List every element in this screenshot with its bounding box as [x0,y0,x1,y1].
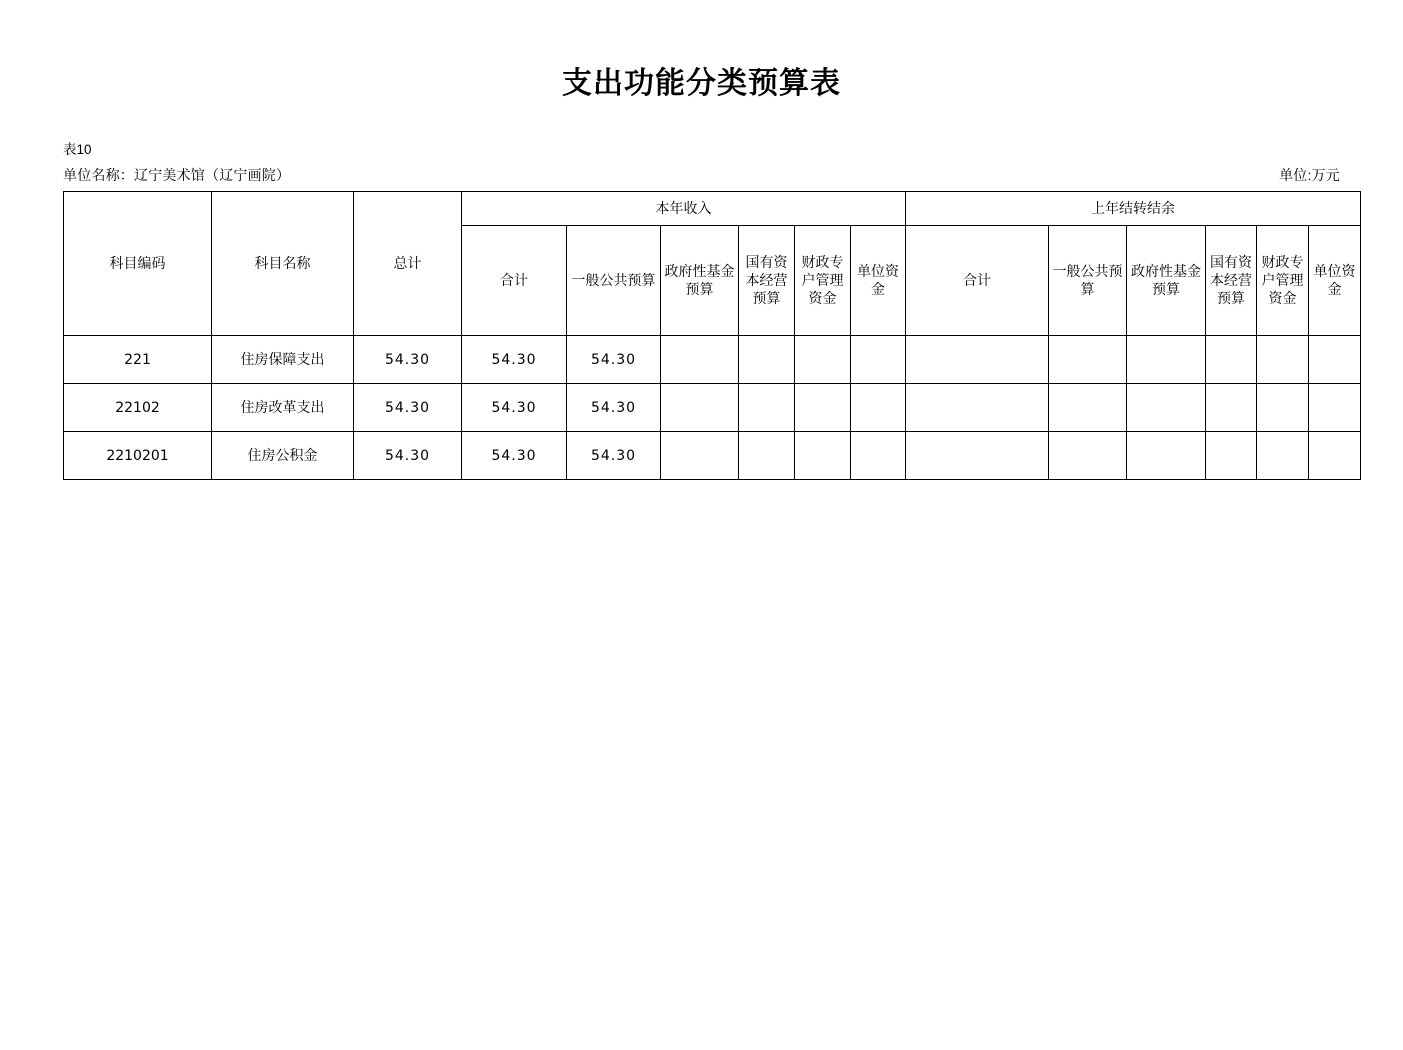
cell-carry-general-public-budget [1049,384,1127,432]
cell-income-subtotal: 54.30 [462,336,567,384]
cell-income-unit-funds [851,432,906,480]
col-header-income-general-public-budget: 一般公共预算 [567,226,661,336]
cell-income-state-capital-operation-budget [739,384,795,432]
cell-name: 住房改革支出 [212,384,354,432]
unit-name [63,164,290,186]
cell-income-fiscal-special-account-funds [795,432,851,480]
cell-income-gov-fund-budget [661,384,739,432]
cell-carry-fiscal-special-account-funds [1257,336,1309,384]
col-header-income-state-capital-operation-budget: 国有资本经营预算 [739,226,795,336]
col-header-carry-fiscal-special-account-funds: 财政专户管理资金 [1257,226,1309,336]
cell-carry-subtotal [906,336,1049,384]
cell-income-state-capital-operation-budget [739,336,795,384]
cell-carry-state-capital-operation-budget [1206,432,1257,480]
cell-carry-state-capital-operation-budget [1206,384,1257,432]
cell-carry-subtotal [906,384,1049,432]
col-header-income-unit-funds: 单位资金 [851,226,906,336]
cell-carry-general-public-budget [1049,336,1127,384]
col-header-carry-state-capital-operation-budget: 国有资本经营预算 [1206,226,1257,336]
table-row [64,336,1361,384]
col-header-carry-general-public-budget: 一般公共预算 [1049,226,1127,336]
cell-carry-subtotal [906,432,1049,480]
cell-total: 54.30 [354,336,462,384]
cell-income-general-public-budget: 54.30 [567,432,661,480]
cell-total: 54.30 [354,384,462,432]
cell-name: 住房保障支出 [212,336,354,384]
unit-name-label: 单位名称： [63,167,134,183]
col-header-income-gov-fund-budget: 政府性基金预算 [661,226,739,336]
cell-income-state-capital-operation-budget [739,432,795,480]
cell-income-general-public-budget: 54.30 [567,336,661,384]
cell-carry-gov-fund-budget [1127,432,1206,480]
col-header-income-subtotal: 合计 [462,226,567,336]
col-header-carry-gov-fund-budget: 政府性基金预算 [1127,226,1206,336]
group-header-current-year-income: 本年收入 [462,192,906,226]
col-header-carry-subtotal: 合计 [906,226,1049,336]
cell-carry-fiscal-special-account-funds [1257,432,1309,480]
table-row [64,432,1361,480]
cell-income-unit-funds [851,336,906,384]
currency-unit: 单位:万元 [1279,167,1340,183]
cell-income-fiscal-special-account-funds [795,336,851,384]
cell-carry-state-capital-operation-budget [1206,336,1257,384]
cell-income-subtotal: 54.30 [462,432,567,480]
meta-row [63,164,1340,186]
cell-income-gov-fund-budget [661,336,739,384]
meta-block [0,140,1403,186]
col-header-carry-unit-funds: 单位资金 [1309,226,1361,336]
cell-carry-unit-funds [1309,432,1361,480]
table-row [64,384,1361,432]
budget-table [63,191,1361,480]
document-page [0,58,1403,1050]
cell-carry-gov-fund-budget [1127,384,1206,432]
cell-code: 221 [64,336,212,384]
cell-carry-general-public-budget [1049,432,1127,480]
cell-carry-gov-fund-budget [1127,336,1206,384]
cell-name: 住房公积金 [212,432,354,480]
unit-name-value: 辽宁美术馆（辽宁画院） [134,167,291,183]
cell-code: 22102 [64,384,212,432]
cell-carry-unit-funds [1309,336,1361,384]
cell-income-fiscal-special-account-funds [795,384,851,432]
cell-carry-fiscal-special-account-funds [1257,384,1309,432]
page-title: 支出功能分类预算表 [562,66,841,101]
cell-income-unit-funds [851,384,906,432]
col-header-total: 总计 [354,192,462,336]
table-header-group-row [64,192,1361,226]
cell-income-subtotal: 54.30 [462,384,567,432]
cell-income-gov-fund-budget [661,432,739,480]
cell-income-general-public-budget: 54.30 [567,384,661,432]
col-header-income-fiscal-special-account-funds: 财政专户管理资金 [795,226,851,336]
col-header-name: 科目名称 [212,192,354,336]
table-number: 表10 [63,142,92,157]
cell-carry-unit-funds [1309,384,1361,432]
cell-code: 2210201 [64,432,212,480]
cell-total: 54.30 [354,432,462,480]
col-header-code: 科目编码 [64,192,212,336]
group-header-prior-year-carryover: 上年结转结余 [906,192,1361,226]
